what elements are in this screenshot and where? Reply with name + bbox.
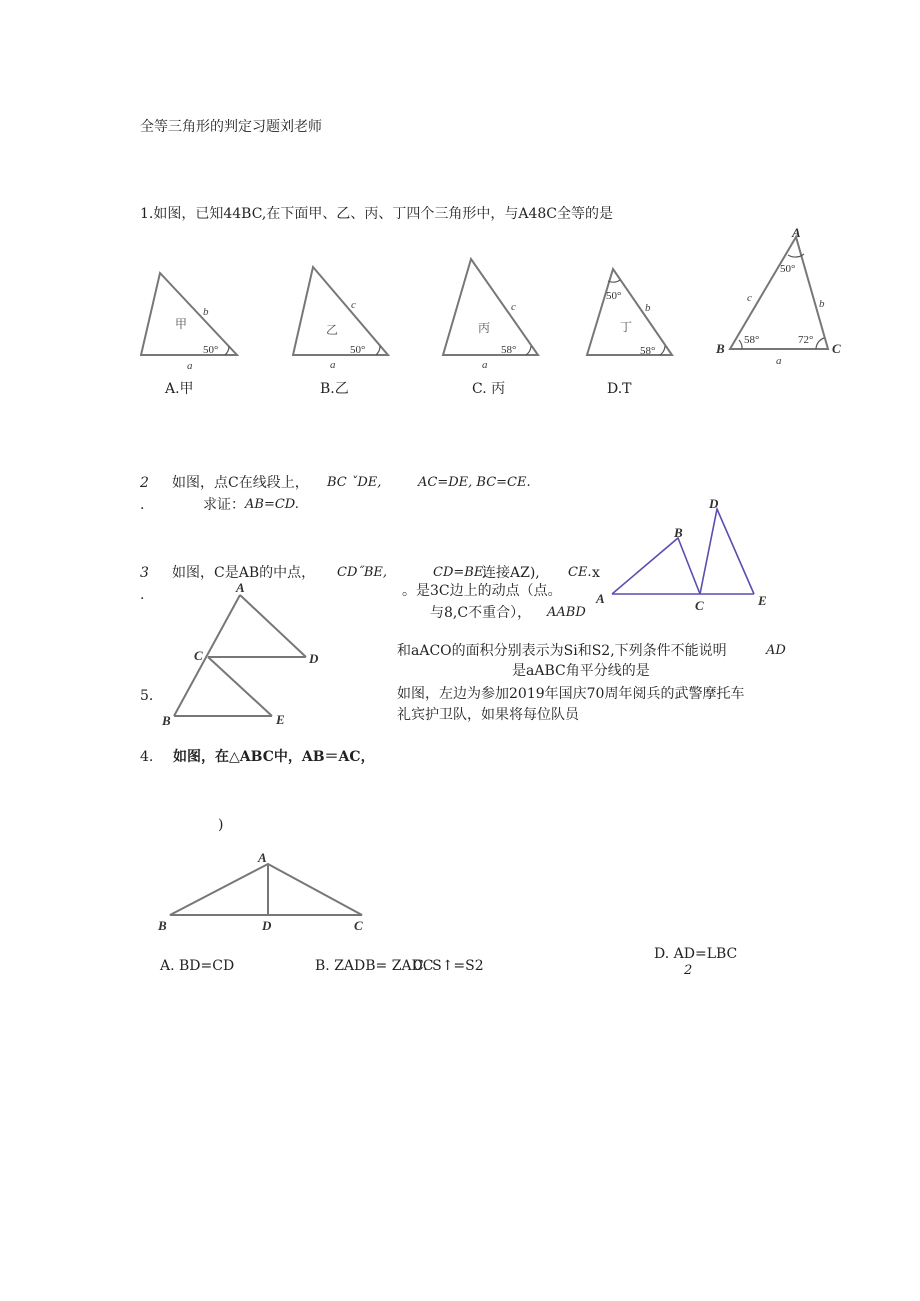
segment-ce — [208, 657, 272, 716]
q3-fragment: AD — [766, 643, 786, 658]
side-label: a — [187, 360, 193, 372]
q4-option-c[interactable]: C. S↑=S2 — [413, 958, 484, 974]
angle-label: 58° — [501, 344, 517, 356]
angle-arc — [660, 346, 665, 355]
segment-ab — [174, 595, 240, 716]
q5-line: 礼宾护卫队，如果将每位队员 — [397, 707, 579, 723]
q3-condition: x — [592, 565, 600, 581]
side-label: b — [645, 302, 651, 314]
q3-dot: . — [140, 587, 145, 603]
q2-prove-label: 求证： — [203, 497, 245, 513]
q2-dot: . — [140, 497, 145, 513]
q4-option-d-denominator: 2 — [684, 963, 693, 978]
q1-figure-bing — [438, 255, 548, 371]
angle-label: 58° — [640, 345, 656, 357]
q3-fragment: 。是3C边上的动点（点。 — [402, 583, 562, 599]
q2-text: 如图，点C在线段上， — [172, 475, 309, 491]
vertex-label: A — [792, 225, 801, 240]
triangle-ding — [587, 269, 672, 355]
page-title: 全等三角形的判定习题刘老师 — [140, 119, 322, 135]
side-label: c — [351, 299, 356, 311]
triangle-jia — [141, 273, 237, 355]
figure-name: 乙 — [326, 323, 339, 337]
q3-condition: CD=BE, — [433, 565, 488, 580]
q2-condition: BC ˇDE, — [327, 475, 382, 490]
angle-label: 50° — [780, 263, 796, 275]
angle-arc — [225, 346, 229, 355]
q3-fragment: 和aACO的面积分别表示为Si和S2,下列条件不能说明 — [397, 643, 727, 659]
q3-condition: CD˝BE, — [337, 565, 388, 580]
figure-name: 丁 — [620, 320, 633, 334]
vertex-label: B — [674, 525, 683, 540]
angle-arc — [739, 340, 742, 349]
q1-option-b[interactable]: B.乙 — [320, 381, 349, 397]
q1-figure-ding — [582, 265, 682, 365]
triangle-bing — [443, 259, 538, 355]
angle-label: 72° — [798, 334, 814, 346]
q5-number: 5. — [140, 688, 154, 704]
angle-label: 58° — [744, 334, 760, 346]
q1-figure-jia — [135, 265, 245, 375]
triangle-abc — [170, 864, 362, 915]
q4-figure — [155, 848, 380, 938]
vertex-label: C — [194, 648, 203, 663]
q1-figure-reference — [712, 225, 852, 370]
vertex-label: D — [262, 918, 272, 933]
q1-option-c[interactable]: C. 丙 — [472, 381, 506, 397]
q3-fragment: 是aABC角平分线的是 — [512, 663, 650, 679]
side-label: a — [482, 359, 488, 371]
q4-option-d[interactable]: D. AD=LBC — [654, 946, 738, 962]
angle-arc — [376, 346, 380, 355]
triangle-yi — [293, 267, 388, 355]
q4-option-b[interactable]: B. ZADB= ZADC — [315, 958, 434, 974]
vertex-label: E — [758, 593, 767, 608]
segment-ad — [240, 595, 306, 657]
q3-condition: 连接AZ), — [482, 565, 540, 581]
vertex-label: B — [162, 713, 171, 728]
q5-line: 如图，左边为参加2019年国庆70周年阅兵的武警摩托车 — [397, 686, 745, 702]
q1-option-a[interactable]: A.甲 — [165, 381, 194, 397]
q3-number: 3 — [140, 565, 149, 581]
q2-condition: AC=DE, BC=CE. — [418, 475, 531, 490]
vertex-label: B — [716, 341, 725, 356]
vertex-label: D — [709, 496, 719, 511]
side-label: c — [511, 301, 516, 313]
angle-label: 50° — [350, 344, 366, 356]
q2-number: 2 — [140, 475, 149, 491]
triangle-cde — [700, 509, 754, 594]
triangle-abc — [612, 538, 700, 594]
side-label: c — [747, 292, 752, 304]
vertex-label: C — [832, 341, 841, 356]
figure-name: 甲 — [175, 317, 188, 331]
q3-condition: CE. — [568, 565, 592, 580]
q4-text: 如图，在△ABC中，AB＝AC， — [173, 749, 375, 765]
side-label: b — [203, 306, 209, 318]
q4-paren: ) — [218, 817, 224, 833]
vertex-label: B — [158, 918, 167, 933]
vertex-label: A — [596, 591, 605, 606]
q2-prove: AB=CD. — [245, 497, 299, 512]
q3-fragment: AABD — [547, 605, 586, 620]
vertex-label: A — [236, 580, 245, 595]
angle-label: 50° — [606, 290, 622, 302]
angle-label: 50° — [203, 344, 219, 356]
q4-option-a[interactable]: A. BD=CD — [160, 958, 235, 974]
vertex-label: E — [276, 712, 285, 727]
vertex-label: C — [695, 598, 704, 613]
side-label: b — [819, 298, 825, 310]
triangle-abc — [730, 237, 828, 349]
side-label: a — [330, 359, 336, 371]
q3-text: 如图，C是AB的中点， — [172, 565, 316, 581]
q4-number: 4. — [140, 749, 154, 765]
vertex-label: D — [309, 651, 319, 666]
vertex-label: A — [258, 850, 267, 865]
q1-figure-yi — [288, 262, 398, 372]
vertex-label: C — [354, 918, 363, 933]
q3-figure — [160, 578, 330, 728]
side-label: a — [776, 355, 782, 367]
angle-arc — [816, 338, 824, 349]
q1-stem: 1.如图，已知44BC,在下面甲、乙、丙、丁四个三角形中，与A48C全等的是 — [140, 206, 614, 222]
q2-figure — [592, 495, 792, 615]
q1-option-d[interactable]: D.T — [607, 381, 632, 397]
q3-fragment: 与8,C不重合）， — [430, 605, 532, 621]
figure-name: 丙 — [478, 321, 491, 335]
angle-arc — [526, 346, 531, 355]
